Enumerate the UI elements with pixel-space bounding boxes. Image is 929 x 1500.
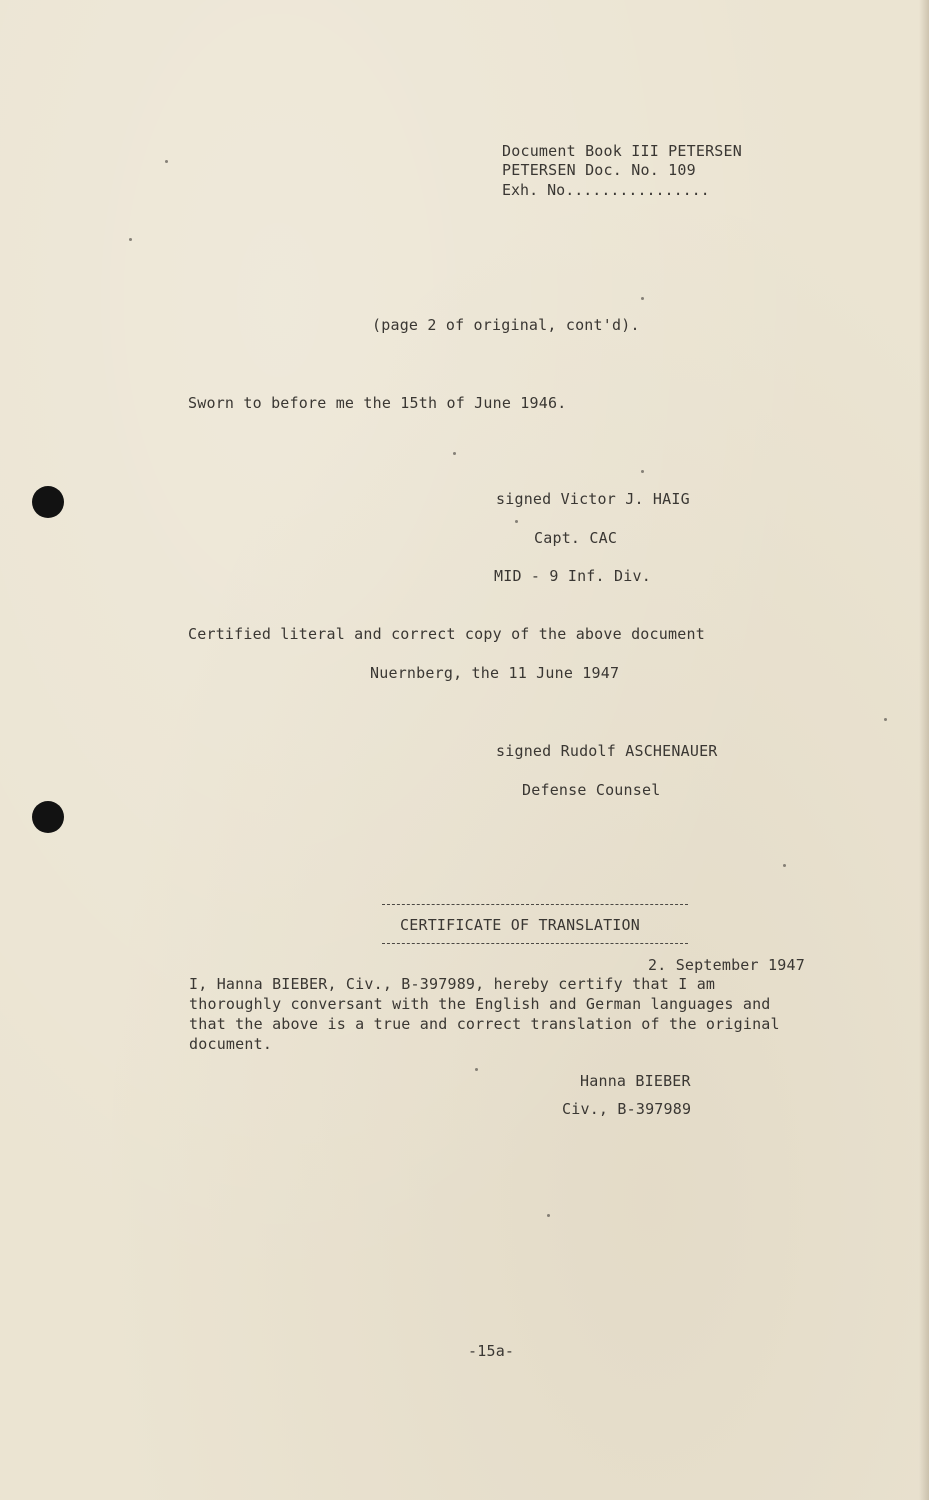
sworn-statement: Sworn to before me the 15th of June 1946.	[188, 394, 567, 412]
translation-certificate-line: document.	[189, 1035, 273, 1053]
header-document-book: Document Book III PETERSEN	[502, 142, 742, 160]
signature-haig-unit: MID - 9 Inf. Div.	[494, 567, 651, 585]
translation-certificate-line: that the above is a true and correct translation of the original	[189, 1015, 780, 1033]
speck	[453, 452, 456, 455]
speck	[783, 864, 786, 867]
header-doc-number: PETERSEN Doc. No. 109	[502, 161, 696, 179]
translation-certificate-line: thoroughly conversant with the English and German languages and	[189, 995, 771, 1013]
translation-certificate-date: 2. September 1947	[648, 956, 805, 974]
speck	[884, 718, 887, 721]
heading-rule-top	[382, 904, 688, 905]
translation-certificate-heading: CERTIFICATE OF TRANSLATION	[400, 916, 640, 934]
heading-rule-bottom	[382, 943, 688, 944]
page-continuation-note: (page 2 of original, cont'd).	[372, 316, 640, 334]
speck	[129, 238, 132, 241]
page-edge-shadow	[919, 0, 929, 1500]
speck	[641, 470, 644, 473]
translation-certificate-line: I, Hanna BIEBER, Civ., B-397989, hereby certify that I am	[189, 975, 716, 993]
signature-haig: signed Victor J. HAIG	[496, 490, 690, 508]
speck	[547, 1214, 550, 1217]
speck	[641, 297, 644, 300]
translator-id: Civ., B-397989	[562, 1100, 692, 1118]
certification-place-date: Nuernberg, the 11 June 1947	[370, 664, 620, 682]
speck	[475, 1068, 478, 1071]
translator-name: Hanna BIEBER	[580, 1072, 691, 1090]
speck	[515, 520, 518, 523]
signature-aschenauer-title: Defense Counsel	[522, 781, 661, 799]
speck	[165, 160, 168, 163]
translation-certificate-body	[189, 974, 780, 1054]
page-number: -15a-	[468, 1342, 515, 1360]
header-exhibit-number: Exh. No................	[502, 181, 710, 199]
signature-haig-rank: Capt. CAC	[534, 529, 618, 547]
punch-hole-top	[32, 486, 64, 518]
punch-hole-bottom	[32, 801, 64, 833]
certification-statement: Certified literal and correct copy of the above document	[188, 625, 705, 643]
signature-aschenauer: signed Rudolf ASCHENAUER	[496, 742, 718, 760]
